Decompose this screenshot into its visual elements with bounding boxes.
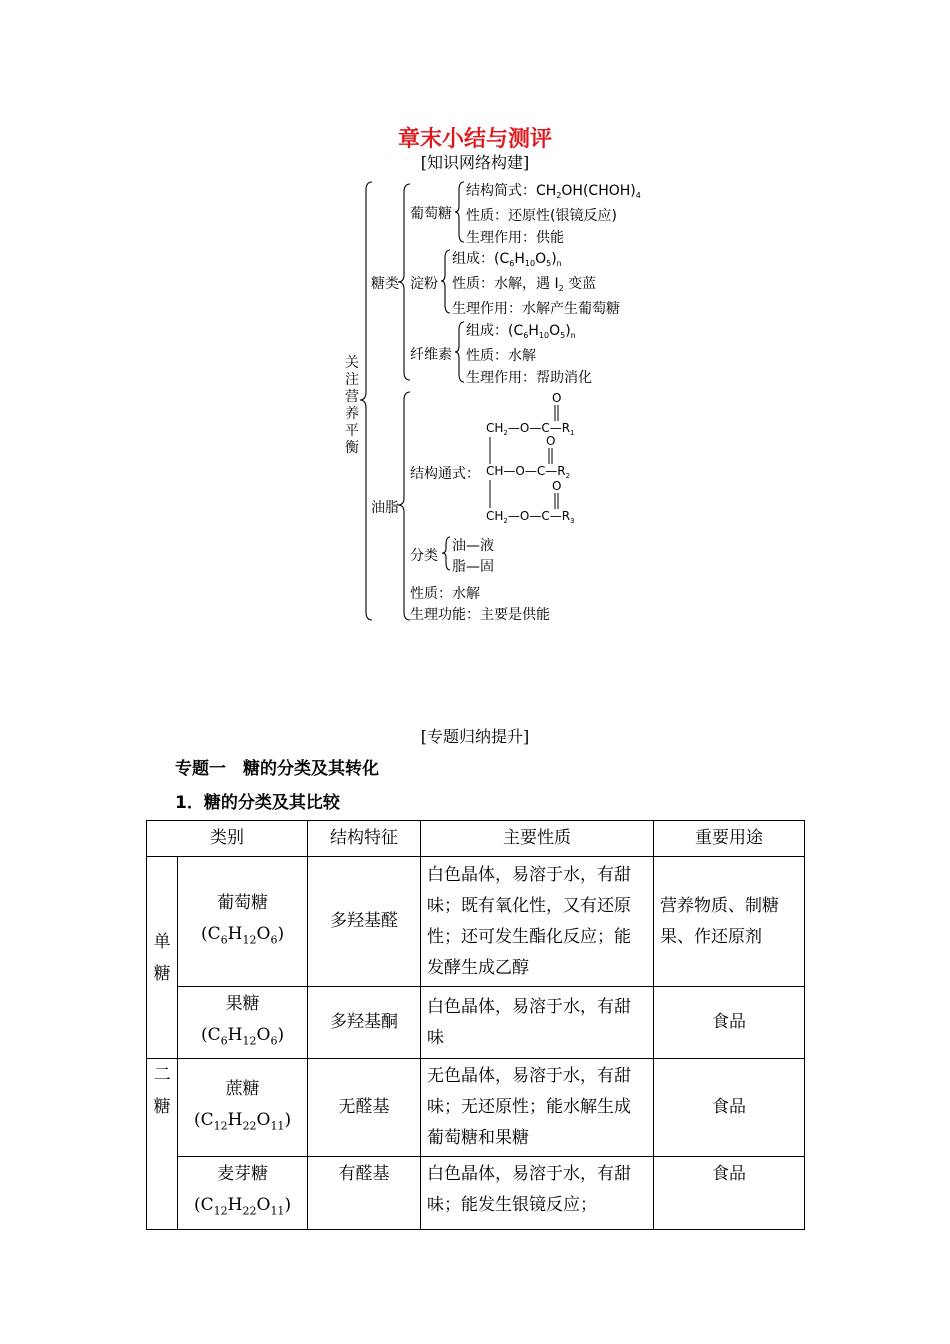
fat-class-fat: 脂—固 bbox=[452, 559, 494, 575]
structure-cell: 多羟基醛 bbox=[308, 857, 421, 987]
property-cell: 白色晶体，易溶于水，有甜味；能发生银镜反应； bbox=[421, 1157, 654, 1229]
starch-function: 生理作用：水解产生葡萄糖 bbox=[452, 301, 620, 317]
point-1-heading: 1．糖的分类及其比较 bbox=[175, 793, 340, 813]
fat-property: 性质：水解 bbox=[410, 586, 480, 602]
header-use: 重要用途 bbox=[654, 821, 805, 857]
property-cell: 白色晶体，易溶于水，有甜味；既有氧化性，又有还原性；还可发生酯化反应；能发酵生成乙醇 bbox=[421, 857, 654, 987]
starch-composition: 组成：$(C_6H_{10}O_5)_n$ bbox=[452, 251, 562, 268]
table-row bbox=[147, 1059, 805, 1157]
page-title: 章末小结与测评 bbox=[397, 127, 552, 152]
topic-1-heading: 专题一 糖的分类及其转化 bbox=[175, 759, 379, 779]
starch-label: 淀粉 bbox=[410, 276, 438, 292]
cellulose-function: 生理作用：帮助消化 bbox=[466, 370, 592, 386]
sugar-name-cell: 蔗糖 $(C_{12}H_{22}O_{11})$ bbox=[178, 1059, 308, 1157]
sugar-name-cell: 麦芽糖 $(C_{12}H_{22}O_{11})$ bbox=[178, 1157, 308, 1229]
svg-text:O: O bbox=[552, 391, 562, 405]
property-cell: 白色晶体，易溶于水，有甜味 bbox=[421, 987, 654, 1059]
use-cell: 食品 bbox=[654, 1059, 805, 1157]
fat-structure-label: 结构通式： bbox=[410, 466, 480, 482]
sugar-name-cell: 果糖 $(C_6H_{12}O_6)$ bbox=[178, 987, 308, 1059]
fat-function: 生理功能：主要是供能 bbox=[410, 607, 550, 623]
table-row bbox=[147, 857, 805, 987]
svg-text:O: O bbox=[552, 479, 562, 493]
glucose-property: 性质：还原性(银镜反应) bbox=[466, 208, 617, 224]
sugar-name-cell: 葡萄糖 $(C_6H_{12}O_6)$ bbox=[178, 857, 308, 987]
fat-classification-label: 分类 bbox=[410, 548, 438, 564]
table-row bbox=[147, 987, 805, 1059]
table-row bbox=[147, 1157, 805, 1229]
knowledge-heading: [知识网络构建] bbox=[420, 153, 530, 172]
svg-text:CH—O—C—R2: $CH—O—C—R_2$ bbox=[486, 464, 571, 480]
sugar-label: 糖类 bbox=[371, 276, 399, 292]
structure-cell: 有醛基 bbox=[308, 1157, 421, 1229]
structure-cell: 无醛基 bbox=[308, 1059, 421, 1157]
use-cell: 食品 bbox=[654, 1157, 805, 1229]
cellulose-property: 性质：水解 bbox=[466, 348, 536, 364]
header-category: 类别 bbox=[147, 821, 308, 857]
cellulose-composition: 组成：$(C_6H_{10}O_5)_n$ bbox=[466, 323, 576, 340]
glucose-function: 生理作用：供能 bbox=[466, 230, 564, 246]
header-structure: 结构特征 bbox=[308, 821, 421, 857]
use-cell: 营养物质、制糖果、作还原剂 bbox=[654, 857, 805, 987]
use-cell: 食品 bbox=[654, 987, 805, 1059]
sugar-comparison-table bbox=[146, 820, 805, 1230]
topic-heading: [专题归纳提升] bbox=[420, 727, 530, 746]
table-header-row bbox=[147, 821, 805, 857]
property-cell: 无色晶体，易溶于水，有甜味；无还原性；能水解生成葡萄糖和果糖 bbox=[421, 1059, 654, 1157]
cellulose-label: 纤维素 bbox=[410, 347, 452, 363]
group-disaccharide: 二糖 bbox=[147, 1059, 178, 1229]
glucose-label: 葡萄糖 bbox=[410, 206, 452, 222]
glucose-structure: 结构简式：$CH_2OH(CHOH)_4$ bbox=[466, 183, 641, 200]
structure-cell: 多羟基酮 bbox=[308, 987, 421, 1059]
map-root-label: 关注营养平衡 bbox=[345, 355, 359, 456]
group-monosaccharide: 单糖 bbox=[147, 857, 178, 1059]
triglyceride-structure bbox=[486, 391, 575, 525]
fat-class-oil: 油—液 bbox=[452, 538, 494, 554]
svg-text:CH2—O—C—R1: $CH_2—O—C—R_1$ bbox=[486, 421, 575, 437]
header-property: 主要性质 bbox=[421, 821, 654, 857]
svg-text:O: O bbox=[546, 434, 556, 448]
svg-text:CH2—O—C—R3: $CH_2—O—C—R_3$ bbox=[486, 509, 575, 525]
fat-label: 油脂 bbox=[371, 500, 399, 516]
starch-property: 性质：水解，遇 $I_2$ 变蓝 bbox=[452, 276, 597, 293]
